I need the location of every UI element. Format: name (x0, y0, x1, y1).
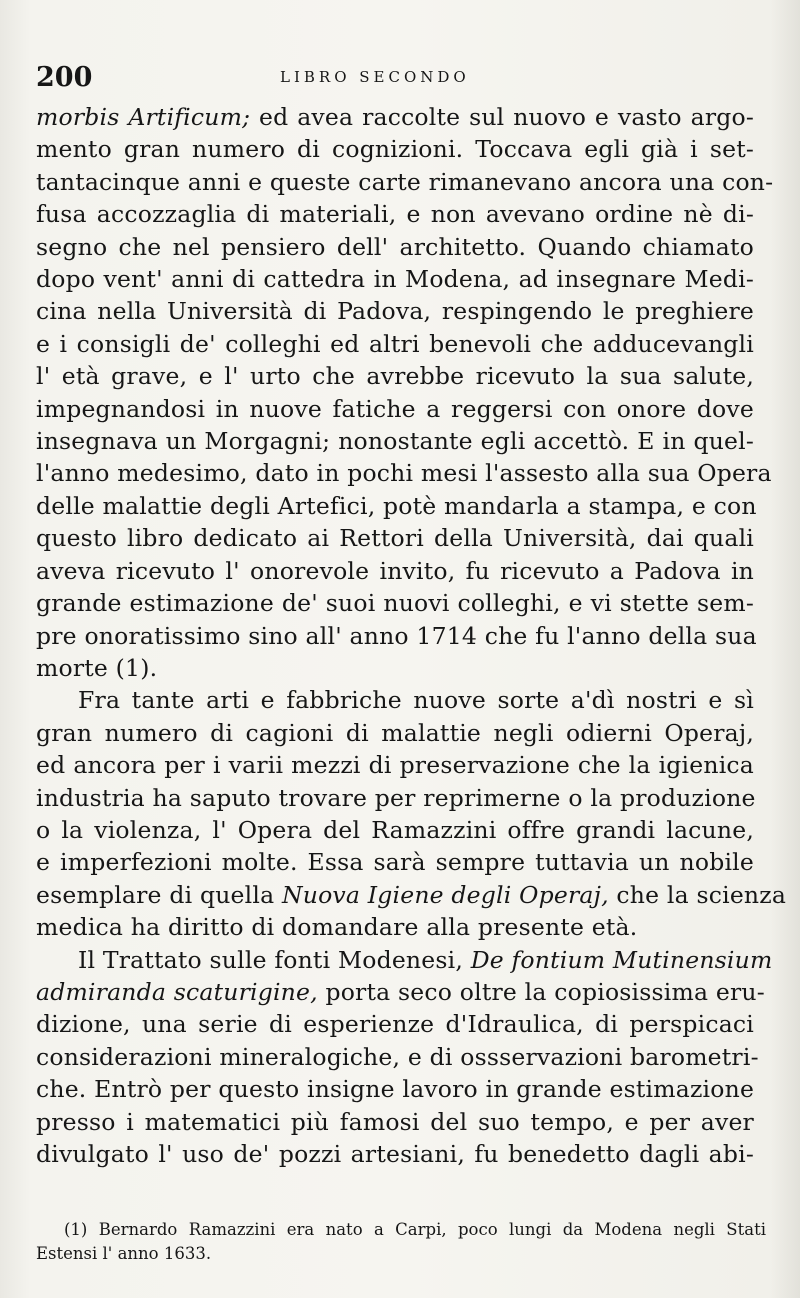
text-segment: o la violenza, l' Opera del Ramazzini offre grandi lacune, (36, 815, 754, 844)
text-segment: Fra tante arti e fabbriche nuove sorte a'dì nostri e sì (78, 686, 754, 715)
text-segment: dopo vent' anni di cattedra in Modena, ad insegnare Medi- (36, 265, 754, 294)
text-segment: cina nella Università di Padova, respingendo le preghiere (36, 297, 754, 326)
text-line (36, 620, 757, 652)
text-segment: gran numero di cagioni di malattie negli odierni Operaj, (36, 718, 754, 747)
text-segment: grande estimazione de' suoi nuovi colleghi, e vi stette sem- (36, 589, 754, 618)
italic-text: morbis Artificum; (36, 103, 251, 131)
text-line (36, 263, 754, 295)
text-line (36, 911, 754, 943)
text-segment: l'anno medesimo, dato in pochi mesi l'assesto alla sua Opera (36, 459, 772, 488)
text-line (36, 555, 754, 587)
footnote-line: Estensi l' anno 1633. (36, 1244, 212, 1263)
text-segment: tantacinque anni e queste carte rimanevano ancora una con- (36, 167, 774, 196)
italic-text: admiranda scaturigine, (36, 977, 318, 1006)
text-segment: che la scienza (608, 880, 787, 909)
text-segment: medica ha diritto di domandare alla presente età. (36, 913, 638, 942)
text-segment: mento gran numero di cognizioni. Toccava egli già i set- (36, 135, 754, 164)
text-segment: porta seco oltre la copiosissima eru- (317, 977, 765, 1006)
text-line (36, 295, 754, 327)
text-line (36, 879, 787, 911)
text-line (36, 231, 754, 263)
text-segment: dizione, una serie di esperienze d'Idraulica, di perspicaci (36, 1010, 754, 1039)
text-segment: pre onoratissimo sino all' anno 1714 che fu l'anno della sua (36, 621, 757, 650)
text-segment: considerazioni mineralogiche, e di ossservazioni barometri- (36, 1042, 759, 1071)
text-line (36, 457, 772, 489)
text-line (36, 198, 754, 230)
text-line (36, 490, 757, 522)
text-line (36, 360, 754, 392)
body-text (36, 101, 787, 1170)
text-segment: divulgato l' uso de' pozzi artesiani, fu benedetto dagli abi- (36, 1140, 754, 1168)
text-segment: Il Trattato sulle fonti Modenesi, (78, 945, 471, 974)
text-segment: e imperfezioni molte. Essa sarà sempre tuttavia un nobile (36, 848, 754, 877)
text-line (36, 522, 754, 554)
text-line (36, 1106, 754, 1138)
text-line (36, 717, 754, 749)
text-line (36, 944, 773, 976)
text-line (36, 1073, 754, 1105)
footnote-line: (1) Bernardo Ramazzini era nato a Carpi, poco lungi da Modena negli Stati (64, 1220, 766, 1239)
text-segment: che. Entrò per questo insigne lavoro in grande estimazione (36, 1075, 755, 1104)
text-segment: ed ancora per i varii mezzi di preservazione che la igienica (36, 751, 754, 780)
text-line (36, 166, 774, 198)
text-line (36, 1138, 754, 1170)
text-line (36, 587, 754, 619)
italic-text: De fontium Mutinensium (470, 945, 773, 974)
text-segment: insegnava un Morgagni; nonostante egli accettò. E in quel- (36, 427, 754, 456)
text-line (36, 782, 754, 814)
text-segment: e i consigli de' colleghi ed altri benevoli che adducevangli (36, 329, 754, 358)
text-segment: morte (1). (36, 653, 158, 682)
page-header (36, 62, 756, 96)
text-line (36, 101, 754, 133)
text-segment: l' età grave, e l' urto che avrebbe ricevuto la sua salute, (36, 362, 754, 391)
text-segment: impegnandosi in nuove fatiche a reggersi con onore dove (36, 394, 754, 423)
text-line (36, 393, 754, 425)
page-number: 200 (36, 62, 93, 93)
text-line (36, 133, 754, 165)
text-line (36, 1008, 754, 1040)
text-line (36, 1041, 759, 1073)
text-segment: segno che nel pensiero dell' architetto. Quando chiamato (36, 232, 754, 261)
text-line (36, 684, 754, 716)
text-segment: delle malattie degli Artefici, potè mandarla a stampa, e con (36, 491, 757, 520)
text-line (36, 328, 754, 360)
italic-text: Nuova Igiene degli Operaj, (281, 880, 609, 909)
text-line (36, 425, 754, 457)
text-segment: questo libro dedicato ai Rettori della Università, dai quali (36, 524, 754, 553)
text-line (36, 976, 765, 1008)
text-segment: ed avea raccolte sul nuovo e vasto argo- (250, 103, 754, 131)
text-line (36, 652, 754, 684)
text-line (36, 846, 754, 878)
text-line (36, 749, 754, 781)
text-segment: fusa accozzaglia di materiali, e non avevano ordine nè di- (36, 200, 754, 229)
footnote (36, 1218, 766, 1266)
text-segment: industria ha saputo trovare per reprimerne o la produzione (36, 783, 756, 812)
text-segment: presso i matematici più famosi del suo tempo, e per aver (36, 1107, 754, 1136)
text-segment: esemplare di quella (36, 880, 282, 909)
text-line (36, 814, 754, 846)
text-segment: aveva ricevuto l' onorevole invito, fu ricevuto a Padova in (36, 556, 754, 585)
running-head: LIBRO SECONDO (280, 68, 470, 86)
